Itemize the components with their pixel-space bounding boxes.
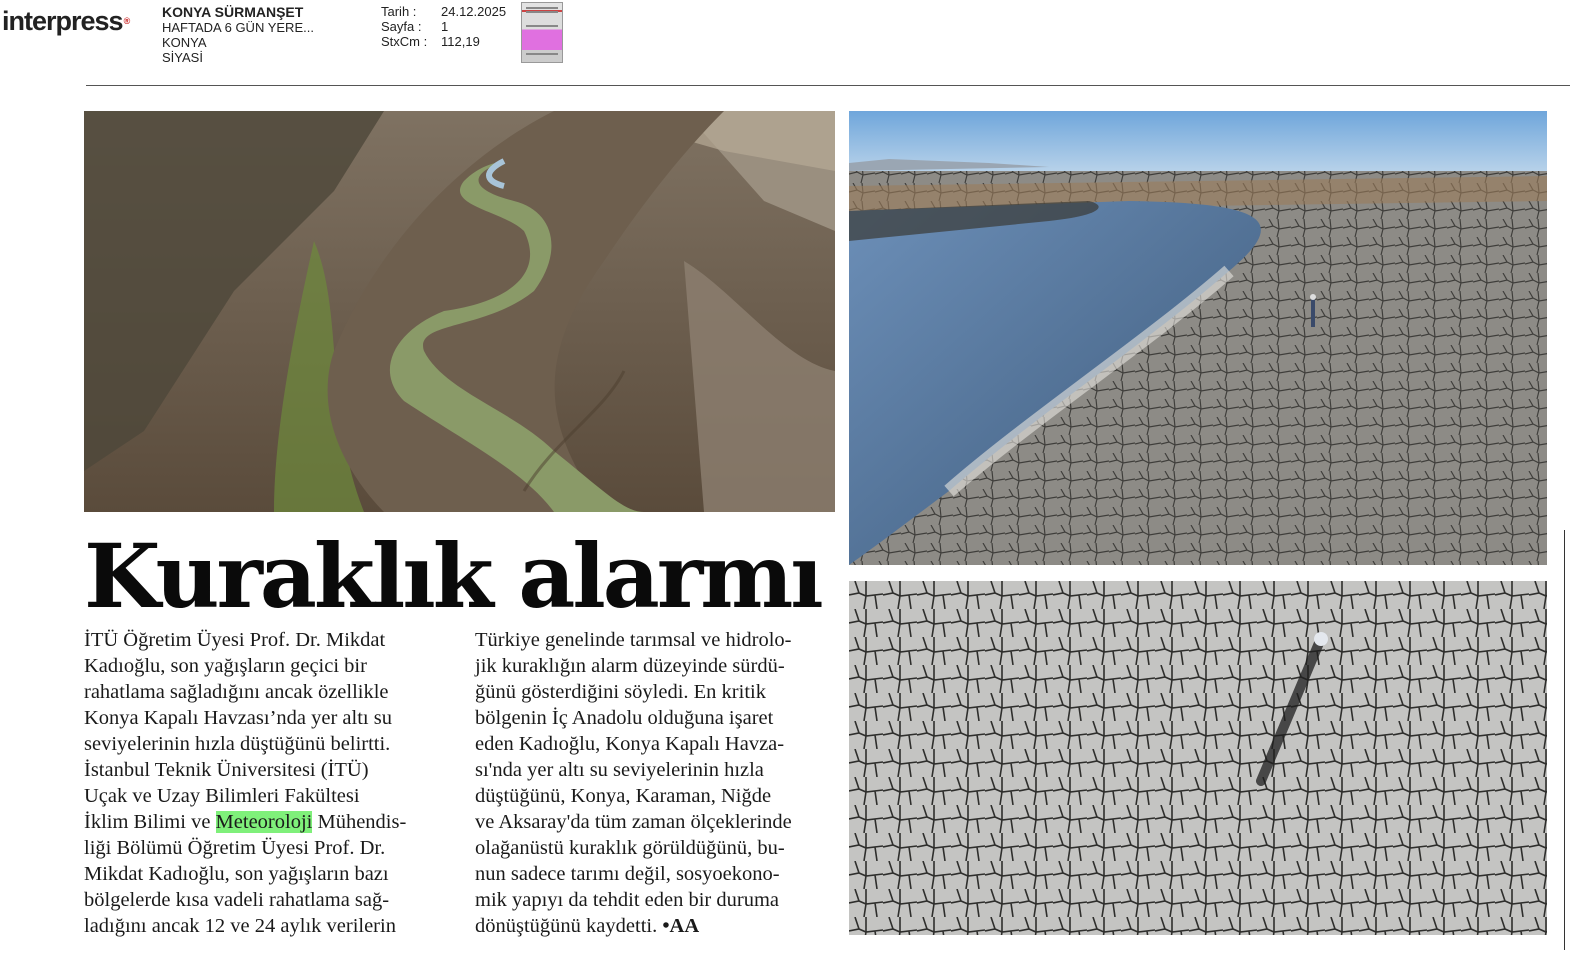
logo-registered-mark: ® <box>123 16 130 26</box>
cracked-ground-photo <box>849 581 1547 935</box>
meta-date-row <box>381 4 506 19</box>
meta-stxcm-row <box>381 34 506 49</box>
header-divider <box>86 85 1570 86</box>
text-line: liği Bölümü Öğretim Üyesi Prof. Dr. <box>84 837 386 859</box>
meta-date-value: 24.12.2025 <box>441 4 507 19</box>
publication-city: KONYA <box>162 35 207 50</box>
text-fragment: dönüştüğünü kaydetti. <box>475 915 663 937</box>
text-line: seviyelerinin hızla düştüğünü belirtti. <box>84 733 391 755</box>
meta-stxcm-value: 112,19 <box>441 34 480 49</box>
text-line: rahatlama sağladığını ancak özellikle <box>84 681 389 703</box>
text-line: eden Kadıoğlu, Konya Kapalı Havza- <box>475 733 785 755</box>
article-headline: Kuraklık alarmı <box>84 524 821 628</box>
text-line: nun sadece tarımı değil, sosyoekono- <box>475 863 780 885</box>
meta-page-row <box>381 19 506 34</box>
text-line: Uçak ve Uzay Bilimleri Fakültesi <box>84 785 360 807</box>
text-line: ladığını ancak 12 ve 24 aylık verilerin <box>84 915 396 937</box>
page-edge-line <box>1564 530 1565 950</box>
text-line: Türkiye genelinde tarımsal ve hidrolo- <box>475 629 792 651</box>
search-keyword-highlight: Meteoroloji <box>215 811 313 833</box>
agency-signature: •AA <box>662 915 700 937</box>
text-line: olağanüstü kuraklık görüldüğünü, bu- <box>475 837 785 859</box>
publication-name: KONYA SÜRMANŞET <box>162 4 304 20</box>
meta-page-value: 1 <box>441 19 449 34</box>
logo-text: interpress <box>2 6 123 36</box>
text-fragment: İklim Bilimi ve <box>84 811 216 833</box>
interpress-logo <box>2 6 129 36</box>
publication-category: SİYASİ <box>162 50 203 65</box>
page-thumbnail[interactable] <box>521 2 563 63</box>
text-line: Konya Kapalı Havzası’nda yer altı su <box>84 707 392 729</box>
text-line: Mikdat Kadıoğlu, son yağışların bazı <box>84 863 389 885</box>
article-column-2 <box>475 627 835 939</box>
publication-frequency: HAFTADA 6 GÜN YERE... <box>162 20 314 35</box>
text-line: İTÜ Öğretim Üyesi Prof. Dr. Mikdat <box>84 629 386 651</box>
text-line: bölgelerde kısa vadeli rahatlama sağ- <box>84 889 390 911</box>
meta-page-label: Sayfa : <box>381 19 422 34</box>
meta-date-label: Tarih : <box>381 4 417 19</box>
text-line: sı'nda yer altı su seviyelerinin hızla <box>475 759 764 781</box>
text-line: ve Aksaray'da tüm zaman ölçeklerinde <box>475 811 792 833</box>
dry-lakebed-photo <box>849 111 1547 565</box>
text-line: ğünü gösterdiğini söyledi. En kritik <box>475 681 766 703</box>
text-fragment: Mühendis- <box>312 811 407 833</box>
text-line: mik yapıyı da tehdit eden bir duruma <box>475 889 780 911</box>
publication-info <box>162 5 314 65</box>
text-line-last <box>475 913 835 939</box>
text-line: İstanbul Teknik Üniversitesi (İTÜ) <box>84 759 369 781</box>
text-line: Kadıoğlu, son yağışların geçici bir <box>84 655 367 677</box>
text-line-highlighted <box>84 809 454 835</box>
article-column-1 <box>84 627 454 939</box>
clipping-meta <box>381 4 506 49</box>
text-line: jik kuraklığın alarm düzeyinde sürdü- <box>475 655 785 677</box>
text-line: bölgenin İç Anadolu olduğuna işaret <box>475 707 774 729</box>
meta-stxcm-label: StxCm : <box>381 34 428 49</box>
aerial-reservoir-photo <box>84 111 835 512</box>
text-line: düştüğünü, Konya, Karaman, Niğde <box>475 785 772 807</box>
